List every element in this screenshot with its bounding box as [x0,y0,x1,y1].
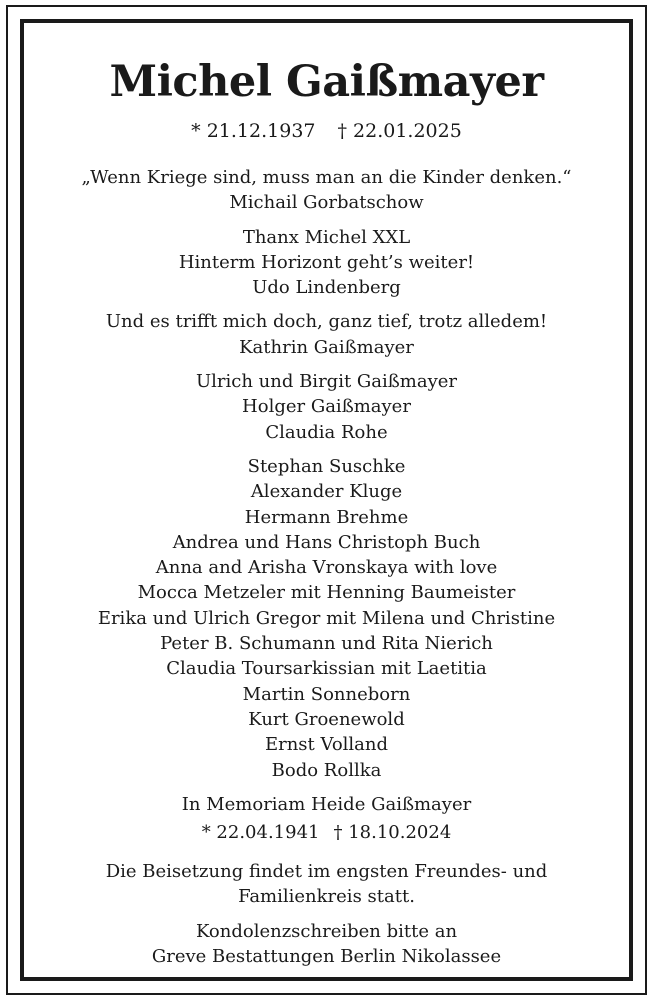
death-date: † 22.01.2025 [337,120,462,142]
memoriam-birth-date: * 22.04.1941 [201,822,320,844]
deceased-dates [24,119,629,143]
quote-author: Kathrin Gaißmayer [239,336,414,358]
friend-name: Alexander Kluge [250,481,403,503]
friend-name: Mocca Metzeler mit Henning Baumeister [137,582,516,604]
condolences-line: Greve Bestattungen Berlin Nikolassee [151,946,502,968]
quote-text: „Wenn Kriege sind, muss man an die Kinder denken.“ [81,167,572,188]
quote-line: Thanx Michel XXL [242,226,411,248]
family-member: Holger Gaißmayer [242,396,411,418]
family-member: Claudia Rohe [265,421,388,443]
quote-author: Michail Gorbatschow [229,192,424,214]
family-list [24,369,629,445]
friends-list [24,454,629,783]
memoriam-dates [24,821,629,845]
friend-name: Stephan Suschke [247,455,406,477]
deceased-name: Michel Gaißmayer [109,57,544,107]
friend-name: Andrea und Hans Christoph Buch [172,531,481,553]
quote-text: Und es trifft mich doch, ganz tief, trotz alledem! [105,311,548,333]
quote-line: Hinterm Horizont geht’s weiter! [178,251,475,273]
memoriam [24,792,629,817]
funeral-line: Familienkreis statt. [238,886,415,908]
friend-name: Martin Sonneborn [242,683,411,705]
friend-name: Bodo Rollka [271,759,382,781]
family-member: Ulrich und Birgit Gaißmayer [195,371,458,393]
friend-name: Anna and Arisha Vronskaya with love [155,557,498,579]
memoriam-text: In Memoriam Heide Gaißmayer [181,793,472,815]
friend-name: Ernst Volland [264,734,389,756]
obituary-content [24,23,629,969]
quote-gorbachev [24,165,629,216]
condolences-notice [24,919,629,970]
quote-lindenberg [24,225,629,301]
birth-date: * 21.12.1937 [191,120,316,142]
friend-name: Hermann Brehme [244,506,409,528]
memoriam-death-date: † 18.10.2024 [333,822,452,844]
funeral-notice [24,859,629,910]
quote-kathrin [24,309,629,360]
friend-name: Erika und Ulrich Gregor mit Milena und Christine [97,607,556,629]
friend-name: Peter B. Schumann und Rita Nierich [160,633,493,655]
funeral-line: Die Beisetzung findet im engsten Freundes- und [105,861,548,883]
condolences-line: Kondolenzschreiben bitte an [195,920,458,942]
friend-name: Claudia Toursarkissian mit Laetitia [166,658,487,680]
quote-author: Udo Lindenberg [252,277,401,299]
friend-name: Kurt Groenewold [248,708,405,730]
